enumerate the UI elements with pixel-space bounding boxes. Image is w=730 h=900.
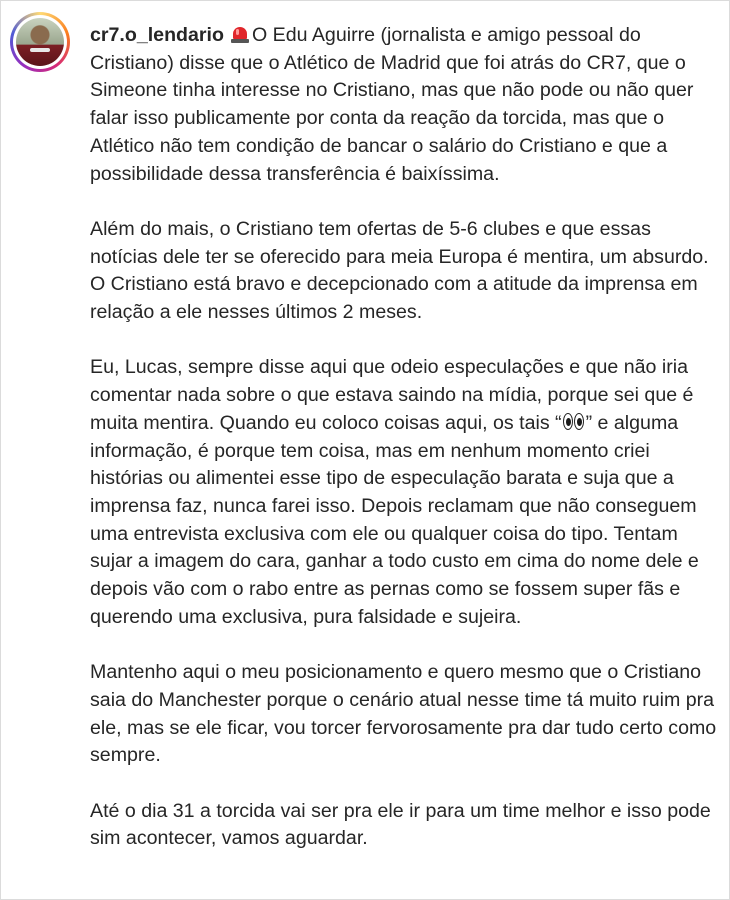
caption-paragraph-3-start: Eu, Lucas, sempre disse aqui que odeio especulações e que não iria comentar nada sobre o que estava saindo na mídia, porque sei que é muita mentira. Quando eu coloco coisas aqui, os tais “ xyxy=(90,356,694,434)
username-link[interactable]: cr7.o_lendario xyxy=(90,24,224,46)
caption-paragraph-1: O Edu Aguirre (jornalista e amigo pessoal do Cristiano) disse que o Atlético de Madrid que foi atrás do CR7, que o Simeone tinha interesse no Cristiano, mas que não pode ou não quer falar isso publicamente por conta da reação da torcida, mas que o Atlético não tem condição de bancar o salário do Cristiano e que a possibilidade dessa transferência é baixíssima. xyxy=(90,24,694,185)
caption-text xyxy=(90,22,720,853)
caption-paragraph-2: Além do mais, o Cristiano tem ofertas de 5-6 clubes e que essas notícias dele ter se oferecido para meia Europa é mentira, um absurdo. O Cristiano está bravo e decepcionado com a atitude da imprensa em relação a ele nesses últimos 2 meses. xyxy=(90,217,709,324)
eyes-icon xyxy=(562,412,586,432)
caption-paragraph-4: Mantenho aqui o meu posicionamento e quero mesmo que o Cristiano saia do Manchester porque o cenário atual nesse time tá muito ruim pra ele, mas se ele ficar, vou torcer fervorosamente pra dar tudo certo como sempre. xyxy=(90,661,717,767)
siren-icon xyxy=(230,25,250,43)
avatar[interactable] xyxy=(10,12,70,72)
avatar-shirt-detail xyxy=(30,48,50,52)
profile-photo-icon xyxy=(16,18,64,66)
caption-paragraph-3-end: ” e alguma informação, é porque tem coisa, mas em nenhum momento criei histórias ou alimentei esse tipo de especulação barata e suja que a imprensa faz, nunca farei isso. Depois reclamam que não conseguem uma entrevista exclusiva com ele ou qualquer coisa do tipo. Tentam sujar a imagem do cara, ganhar a todo custo em cima do nome dele e depois vão com o rabo entre as pernas como se fossem super fãs e querendo uma exclusiva, pura falsidade e sujeira. xyxy=(90,411,699,628)
caption-paragraph-5: Até o dia 31 a torcida vai ser pra ele ir para um time melhor e isso pode sim acontecer, vamos aguardar. xyxy=(90,799,711,850)
